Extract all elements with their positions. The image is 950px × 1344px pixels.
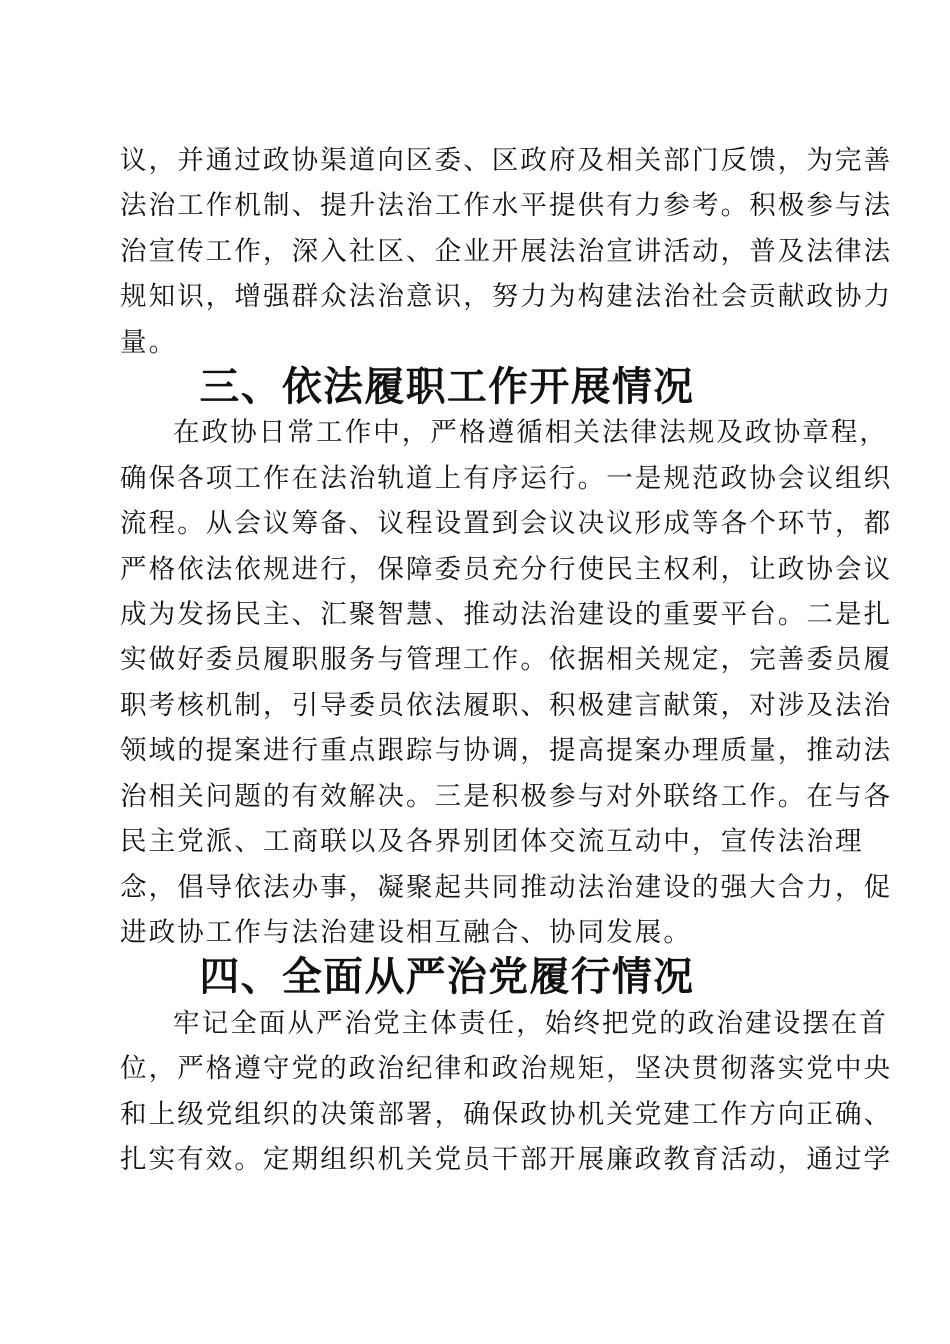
paragraph-line: 位，严格遵守党的政治纪律和政治规矩，坚决贯彻落实党中央	[120, 1053, 893, 1085]
paragraph-line: 治相关问题的有效解决。三是积极参与对外联络工作。在与各	[120, 780, 893, 812]
paragraph-line: 扎实有效。定期组织机关党员干部开展廉政教育活动，通过学	[120, 1143, 893, 1175]
paragraph-line: 量。	[120, 326, 178, 358]
continuation-paragraph	[120, 138, 893, 365]
paragraph-line: 牢记全面从严治党主体责任，始终把党的政治建设摆在首	[173, 1007, 888, 1039]
paragraph-line: 领域的提案进行重点跟踪与协调，提高提案办理质量，推动法	[120, 735, 893, 767]
paragraph-line: 治宣传工作，深入社区、企业开展法治宣讲活动，普及法律法	[120, 235, 893, 267]
paragraph-line: 和上级党组织的决策部署，确保政协机关党建工作方向正确、	[120, 1098, 893, 1130]
paragraph-line: 议，并通过政协渠道向区委、区政府及相关部门反馈，为完善	[120, 145, 893, 176]
paragraph-line: 确保各项工作在法治轨道上有序运行。一是规范政协会议组织	[120, 462, 893, 494]
section-4-heading: 四、全面从严治党履行情况	[199, 954, 695, 1001]
paragraph-line: 念，倡导依法办事，凝聚起共同推动法治建设的强大合力，促	[120, 871, 893, 903]
paragraph-line: 规知识，增强群众法治意识，努力为构建法治社会贡献政协力	[120, 281, 893, 313]
paragraph-line: 严格依法依规进行，保障委员充分行使民主权利，让政协会议	[120, 553, 893, 585]
paragraph-line: 进政协工作与法治建设相互融合、协同发展。	[120, 916, 692, 948]
paragraph-line: 流程。从会议筹备、议程设置到会议决议形成等各个环节，都	[120, 508, 893, 540]
paragraph-line: 成为发扬民主、汇聚智慧、推动法治建设的重要平台。二是扎	[120, 599, 893, 631]
paragraph-line: 职考核机制，引导委员依法履职、积极建言献策，对涉及法治	[120, 689, 893, 721]
section-3-heading: 三、依法履职工作开展情况	[199, 364, 695, 411]
paragraph-line: 民主党派、工商联以及各界别团体交流互动中，宣传法治理	[120, 826, 864, 858]
paragraph-line: 在政协日常工作中，严格遵循相关法律法规及政协章程，	[173, 417, 888, 449]
section-4-paragraph	[120, 1001, 893, 1183]
section-3-paragraph	[120, 410, 893, 955]
paragraph-line: 法治工作机制、提升法治工作水平提供有力参考。积极参与法	[120, 190, 893, 222]
document-body	[120, 138, 893, 1182]
paragraph-line: 实做好委员履职服务与管理工作。依据相关规定，完善委员履	[120, 644, 893, 676]
